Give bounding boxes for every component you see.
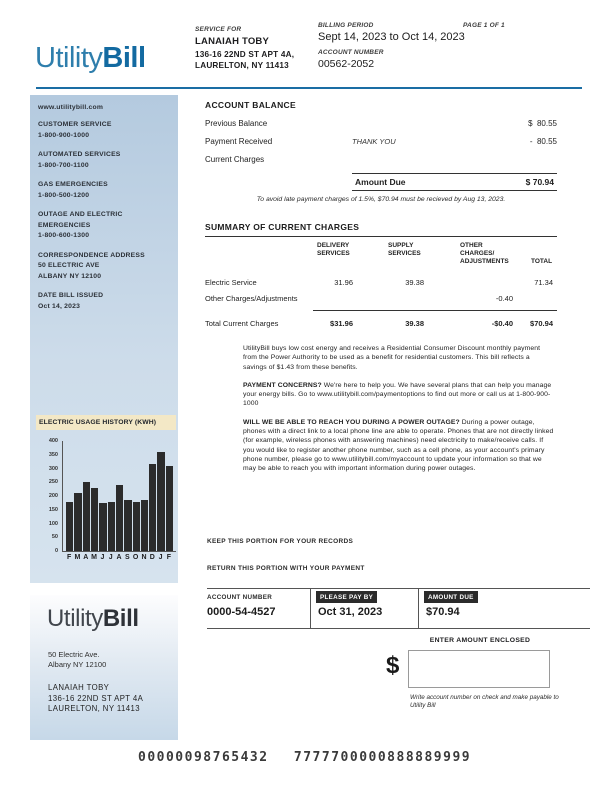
chart-x-label: J [158,554,163,561]
logo-utility-text: Utility [47,605,103,632]
summary-title: SUMMARY OF CURRENT CHARGES [205,222,360,232]
billing-period-block [318,22,468,70]
chart-y-tick: 50 [51,534,58,541]
chart-bar [99,503,106,551]
summary-table [205,237,557,303]
notice-power-outage: WILL WE BE ABLE TO REACH YOU DURING A POWER OUTAGE? During a power outage, phones with a direct link to a local phone line are able to operate. Phones that are not directly linked (for example, wireless phones with answering machines) need electricity to make/receive calls. If you would like to register another phone number, such as a cell phone, as your account's primary phone number, please go to www.utilitybill.com/myaccount to update your information so that we may be able to reach you with important information during power outages. [243,418,554,473]
keep-portion-note: KEEP THIS PORTION FOR YOUR RECORDS [207,538,354,545]
chart-x-label: F [67,554,72,561]
chart-y-tick: 100 [48,520,58,527]
amount-due-label: Amount Due [355,177,406,187]
summary-row-delivery [315,287,353,303]
summary-header-total: TOTAL [531,258,553,265]
pay-by-date-value: Oct 31, 2023 [318,606,383,618]
billing-period-value: Sept 14, 2023 to Oct 14, 2023 [318,31,465,43]
balance-row-note [352,119,487,128]
chart-x-label: O [132,554,139,561]
remit-panel [30,595,178,740]
micr-line [138,750,471,765]
amount-enclosed-input[interactable] [408,650,550,688]
chart-bar [157,452,164,551]
summary-row-total [513,287,553,303]
header-divider [36,87,582,89]
balance-row-current [205,155,557,164]
summary-row-delivery: 31.96 [334,278,353,287]
balance-row-amount: $ 80.55 [528,119,557,128]
balance-row-label: Previous Balance [205,119,268,128]
chart-x-label: M [74,554,81,561]
chart-bars [63,441,176,551]
amount-due-row [352,173,557,191]
sidebar-contact-item: CORRESPONDENCE ADDRESS 50 ELECTRIC AVE ALBANY NY 12100 [38,251,145,280]
chart-x-label: D [149,554,155,561]
account-number-label: ACCOUNT NUMBER [318,49,384,56]
logo-bill-text: Bill [102,42,146,74]
summary-row-total: 71.34 [534,278,553,287]
chart-title: ELECTRIC USAGE HISTORY (KWH) [36,415,176,430]
chart-y-tick: 400 [48,438,58,444]
summary-row-label: Electric Service [205,278,257,287]
sidebar-contact-item: DATE BILL ISSUED Oct 14, 2023 [38,292,104,310]
balance-row-amount [487,155,557,164]
chart-y-tick: 0 [54,548,58,554]
stub-account-number-label: ACCOUNT NUMBER [207,594,273,601]
sidebar-contact-item: CUSTOMER SERVICE 1-800-900-1000 [38,121,112,139]
notice-payment-concerns: PAYMENT CONCERNS? We're here to help you. We have several plans that can help you manage your energy bills. Go to www.utilitybill.com/paymentoptions to find out more or call us at 1-800-900-1000 [243,381,552,408]
summary-row-label: Other Charges/Adjustments [205,294,298,303]
chart-x-label: S [125,554,130,561]
stub-divider-1 [310,588,311,628]
billing-period-label: BILLING PERIOD [318,22,374,29]
remit-customer-address: LANAIAH TOBY 136-16 22ND ST APT 4A LAURELTON, NY 11413 [48,683,144,713]
chart-bar [124,500,131,551]
service-customer-name: LANAIAH TOBY [195,36,270,47]
website-link: www.utilitybill.com [38,104,104,111]
total-row-label: Total Current Charges [205,319,279,328]
chart-bar [149,464,156,551]
account-number-value: 00562-2052 [318,58,375,70]
notice-discount: UtilityBill buys low cost energy and receives a Residential Consumer Discount monthly payment from the Power Authority to be used as a benefit for residential customers. This bill reflects a savings of $1.43 from these benefits. [243,345,541,371]
balance-row-payment [205,137,557,146]
stub-amount-due-value: $70.94 [426,606,460,618]
stub-divider-2 [418,588,419,628]
summary-header-other: OTHER CHARGES/ ADJUSTMENTS [460,242,509,265]
summary-row-other: -0.40 [495,294,513,303]
micr-right-number: 7777700000888889999 [293,750,472,765]
chart-bar [133,502,140,552]
balance-row-label: Current Charges [205,155,265,164]
summary-total-row [205,311,557,328]
sidebar-contact-item: OUTAGE AND ELECTRIC EMERGENCIES 1-800-600-1300 [38,211,123,239]
balance-row-note [352,155,487,164]
chart-x-label: J [100,554,105,561]
chart-bar [66,502,73,552]
summary-row-supply [353,287,424,303]
service-for-label: SERVICE FOR [195,26,242,33]
summary-row-supply: 39.38 [405,278,424,287]
balance-row-label: Payment Received [205,137,273,146]
chart-bar [116,485,123,551]
account-balance-title: ACCOUNT BALANCE [205,100,296,110]
return-portion-note: RETURN THIS PORTION WITH YOUR PAYMENT [207,565,365,572]
sidebar-contact-item: GAS EMERGENCIES 1-800-500-1200 [38,181,108,199]
chart-y-tick: 300 [48,465,58,472]
chart-x-label: M [91,554,98,561]
stub-top-rule [207,588,590,589]
company-logo [35,42,146,74]
chart-x-label: J [108,554,113,561]
balance-row-previous [205,119,557,128]
logo-bill-text: Bill [102,605,139,632]
chart-bar [83,482,90,551]
enter-amount-label: ENTER AMOUNT ENCLOSED [429,637,531,644]
late-fee-note: To avoid late payment charges of 1.5%, $70.94 must be recieved by Aug 13, 2023. [256,196,506,203]
summary-header-supply: SUPPLY SERVICES [388,242,421,257]
chart-y-tick: 150 [48,506,58,513]
service-address-line2: LAURELTON, NY 11413 [195,61,289,70]
usage-history-chart [36,415,176,561]
micr-left-number: 00000098765432 [138,750,269,765]
chart-bar [91,488,98,551]
chart-plot [62,441,176,552]
chart-x-label: A [116,554,122,561]
amount-due-badge: AMOUNT DUE [424,591,478,603]
remit-company-address: 50 Electric Ave. Albany NY 12100 [48,650,107,669]
summary-row-other [424,266,513,287]
logo-utility-text: Utility [35,42,103,74]
service-for-block [195,26,315,70]
total-row-other: -$0.40 [491,319,513,328]
service-address-line1: 136-16 22ND ST APT 4A, [195,49,295,59]
stub-account-number-value: 0000-54-4527 [207,606,276,618]
total-row-supply: 39.38 [405,319,424,328]
chart-bar [141,500,148,551]
summary-header-delivery: DELIVERY SERVICES [317,242,350,257]
amount-due-value: $ 70.94 [525,177,554,187]
chart-y-axis [36,438,62,554]
balance-row-amount: - 80.55 [529,137,557,146]
chart-x-label: N [141,554,147,561]
chart-y-tick: 350 [48,451,58,458]
sidebar-contact-item: AUTOMATED SERVICES 1-800-700-1100 [38,151,121,169]
total-row-total: $70.94 [530,319,553,328]
chart-x-label: A [83,554,89,561]
chart-y-tick: 200 [48,493,58,499]
bill-main-content [205,100,557,474]
stub-bottom-rule [207,628,590,629]
chart-bar [108,502,115,552]
chart-bar [74,493,81,551]
balance-row-note: THANK YOU [352,137,396,146]
please-pay-by-badge: PLEASE PAY BY [316,591,377,603]
chart-x-labels [62,554,176,561]
chart-y-tick: 250 [48,479,58,486]
chart-x-label: F [166,554,172,561]
summary-header-spacer [205,237,315,266]
check-payable-note: Write account number on check and make payable to Utility Bill [410,694,559,709]
remit-company-logo [47,605,178,633]
page-count-label: PAGE 1 OF 1 [463,22,505,29]
sidebar-contact-list [30,120,178,312]
chart-area [36,438,176,554]
chart-bar [166,466,173,551]
contact-sidebar [30,95,178,583]
dollar-sign: $ [386,652,400,679]
total-row-delivery: $31.96 [330,319,353,328]
